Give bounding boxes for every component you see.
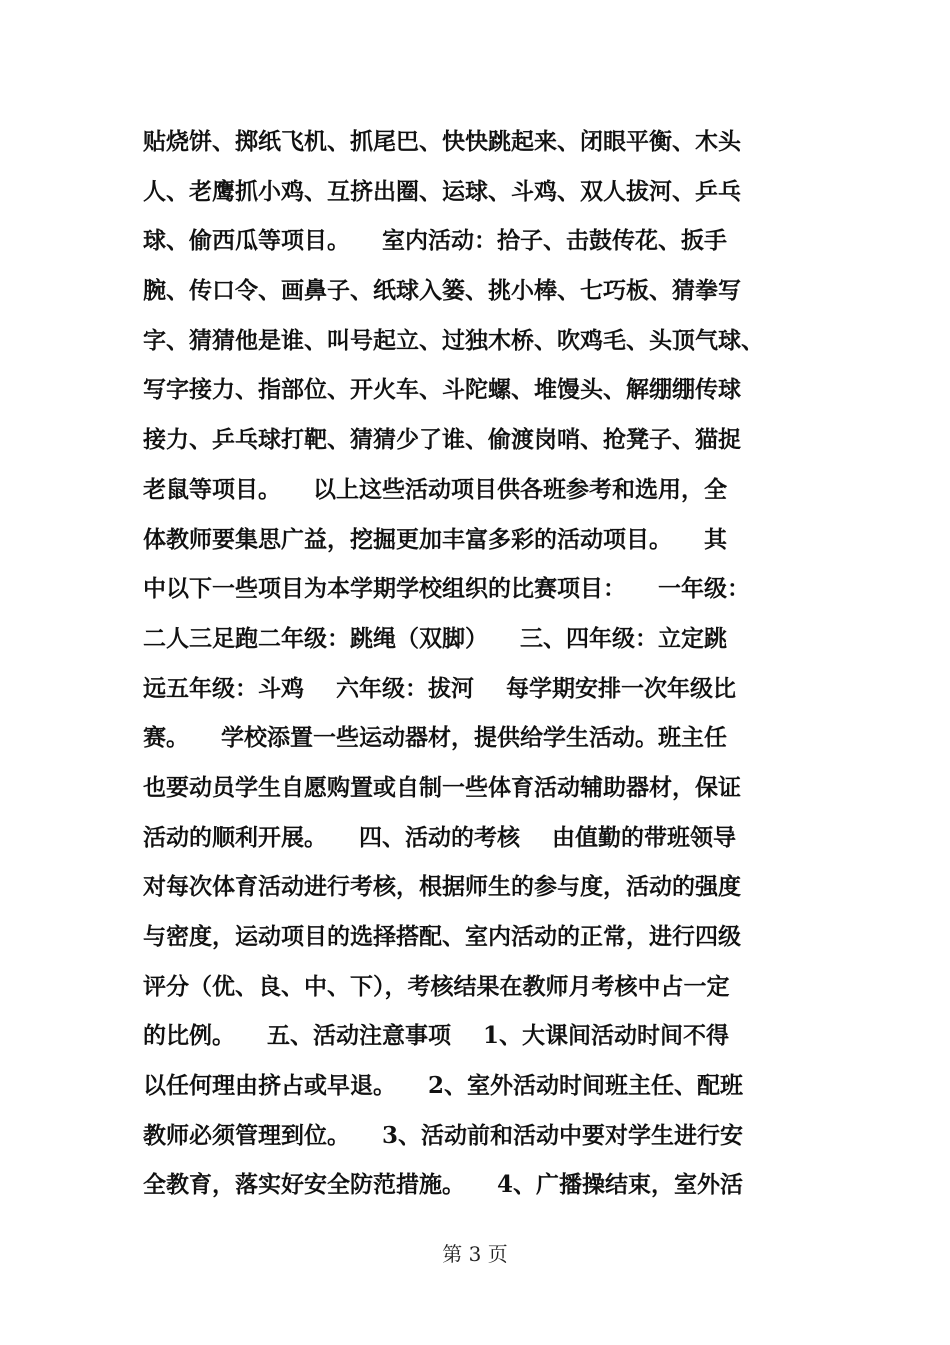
text-line-19: 的比例。 五、活动注意事项 1、大课间活动时间不得 [143,1022,730,1050]
text-line-20: 以任何理由挤占或早退。 2、室外活动时间班主任、配班 [143,1072,744,1100]
text-line-11: 二人三足跑二年级：跳绳（双脚） 三、四年级：立定跳 [143,624,728,652]
text-line-22: 全教育，落实好安全防范措施。 4、广播操结束，室外活 [143,1171,744,1199]
text-line-3: 球、偷西瓜等项目。 室内活动：拾子、击鼓传花、扳手 [143,227,728,255]
text-line-15: 活动的顺利开展。 四、活动的考核 由值勤的带班领导 [143,823,737,851]
text-line-7: 接力、乒乓球打靶、猜猜少了谁、偷渡岗哨、抢凳子、猫捉 [143,426,741,454]
body-text [143,117,808,1210]
text-line-21: 教师必须管理到位。 3、活动前和活动中要对学生进行安 [143,1121,744,1149]
text-line-17: 与密度，运动项目的选择搭配、室内活动的正常，进行四级 [143,923,741,950]
text-line-12: 远五年级：斗鸡 六年级：拔河 每学期安排一次年级比 [143,674,737,702]
text-line-6: 写字接力、指部位、开火车、斗陀螺、堆馒头、解绷绷传球 [143,376,741,404]
text-line-16: 对每次体育活动进行考核，根据师生的参与度，活动的强度 [143,873,741,901]
text-line-1: 贴烧饼、掷纸飞机、抓尾巴、快快跳起来、闭眼平衡、木头 [143,128,741,155]
page-number: 第 3 页 [442,1242,508,1266]
text-line-8: 老鼠等项目。 以上这些活动项目供各班参考和选用，全 [143,475,728,503]
text-line-4: 腕、传口令、画鼻子、纸球入篓、挑小棒、七巧板、猜拳写 [143,277,741,305]
text-line-9: 体教师要集思广益，挖掘更加丰富多彩的活动项目。 其 [143,525,728,553]
text-line-18: 评分（优、良、中、下），考核结果在教师月考核中占一定 [143,972,730,1000]
text-line-5: 字、猜猜他是谁、叫号起立、过独木桥、吹鸡毛、头顶气球、 [143,326,764,354]
text-line-10: 中以下一些项目为本学期学校组织的比赛项目： 一年级： [143,575,751,603]
text-line-2: 人、老鹰抓小鸡、互挤出圈、运球、斗鸡、双人拔河、乒乓 [143,177,741,205]
text-line-13: 赛。 学校添置一些运动器材，提供给学生活动。班主任 [143,724,728,752]
text-line-14: 也要动员学生自愿购置或自制一些体育活动辅助器材，保证 [143,773,741,801]
